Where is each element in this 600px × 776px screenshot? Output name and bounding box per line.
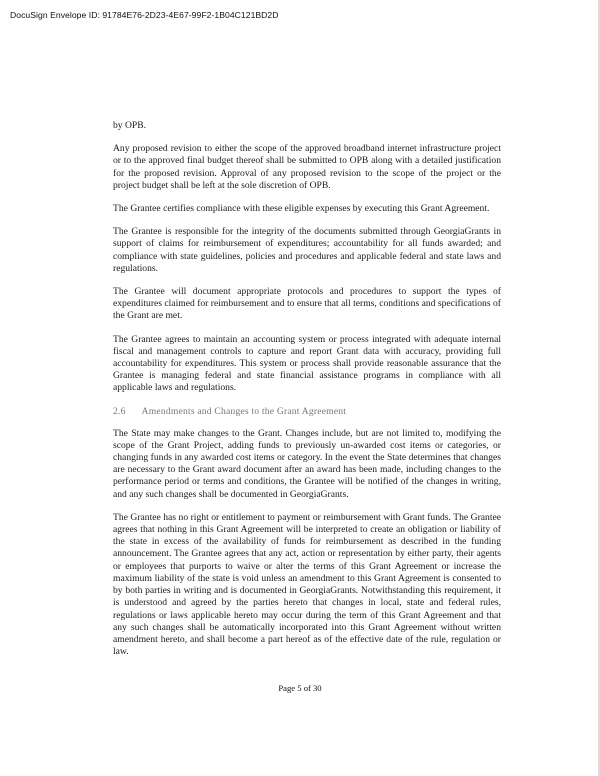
docusign-envelope-id: DocuSign Envelope ID: 91784E76-2D23-4E67-99F2-1B04C121BD2D: [10, 10, 279, 20]
section-number: 2.6: [113, 405, 126, 417]
document-body: [113, 120, 501, 669]
paragraph-revision: Any proposed revision to either the scope of the approved broadband internet infrastructure project or to the approved final budget thereof shall be submitted to OPB along with a detailed justification for the proposed revision. Approval of any proposed revision to the scope of the project or the project budget shall be left at the sole discretion of OPB.: [113, 143, 501, 191]
paragraph-continuation: by OPB.: [113, 120, 147, 131]
paragraph-integrity: The Grantee is responsible for the integrity of the documents submitted through GeorgiaGrants in support of claims for reimbursement of expenditures; accountability for all funds awarded; and compliance with state guidelines, policies and procedures and applicable federal and state laws and regulations.: [113, 226, 501, 274]
page-number: Page 5 of 30: [278, 683, 322, 693]
paragraph-protocols: The Grantee will document appropriate protocols and procedures to support the types of expenditures claimed for reimbursement and to ensure that all terms, conditions and specifications of the Grant are met.: [113, 286, 501, 322]
paragraph-accounting: The Grantee agrees to maintain an accounting system or process integrated with adequate internal fiscal and management controls to capture and report Grant data with accuracy, providing full accountability for expenditures. This system or process shall provide reasonable assurance that the Grantee is managing federal and state financial assistance programs in compliance with all applicable laws and regulations.: [113, 333, 501, 394]
section-heading: [113, 406, 501, 418]
paragraph-entitlement: The Grantee has no right or entitlement to payment or reimbursement with Grant funds. The Grantee agrees that nothing in this Grant Agreement will be interpreted to create an obligation or liability of the state in excess of the availability of funds for reimbursement as described in the funding announcement. The Grantee agrees that any act, action or representation by either party, their agents or employees that purports to waive or alter the terms of this Grant Agreement or increase the maximum liability of the state is void unless an amendment to this Grant Agreement is consented to by both parties in writing and is documented in GeorgiaGrants. Notwithstanding this requirement, it is understood and agreed by the parties hereto that changes in local, state and federal rules, regulations or laws applicable hereto may occur during the term of this Grant Agreement and that any such changes shall be automatically incorporated into this Grant Agreement without written amendment hereto, and shall become a part hereof as of the effective date of the rule, regulation or law.: [113, 511, 501, 658]
section-title: Amendments and Changes to the Grant Agreement: [141, 405, 347, 417]
paragraph-changes: The State may make changes to the Grant. Changes include, but are not limited to, modifying the scope of the Grant Project, adding funds to previously un-awarded cost items or categories, or changing funds in any awarded cost items or category. In the event the State determines that changes are necessary to the Grant award document after an award has been made, including changes to the performance period or terms and conditions, the Grantee will be notified of the changes in writing, and any such changes shall be documented in GeorgiaGrants.: [113, 427, 501, 500]
paragraph-certification: The Grantee certifies compliance with these eligible expenses by executing this Grant Agreement.: [113, 203, 490, 215]
